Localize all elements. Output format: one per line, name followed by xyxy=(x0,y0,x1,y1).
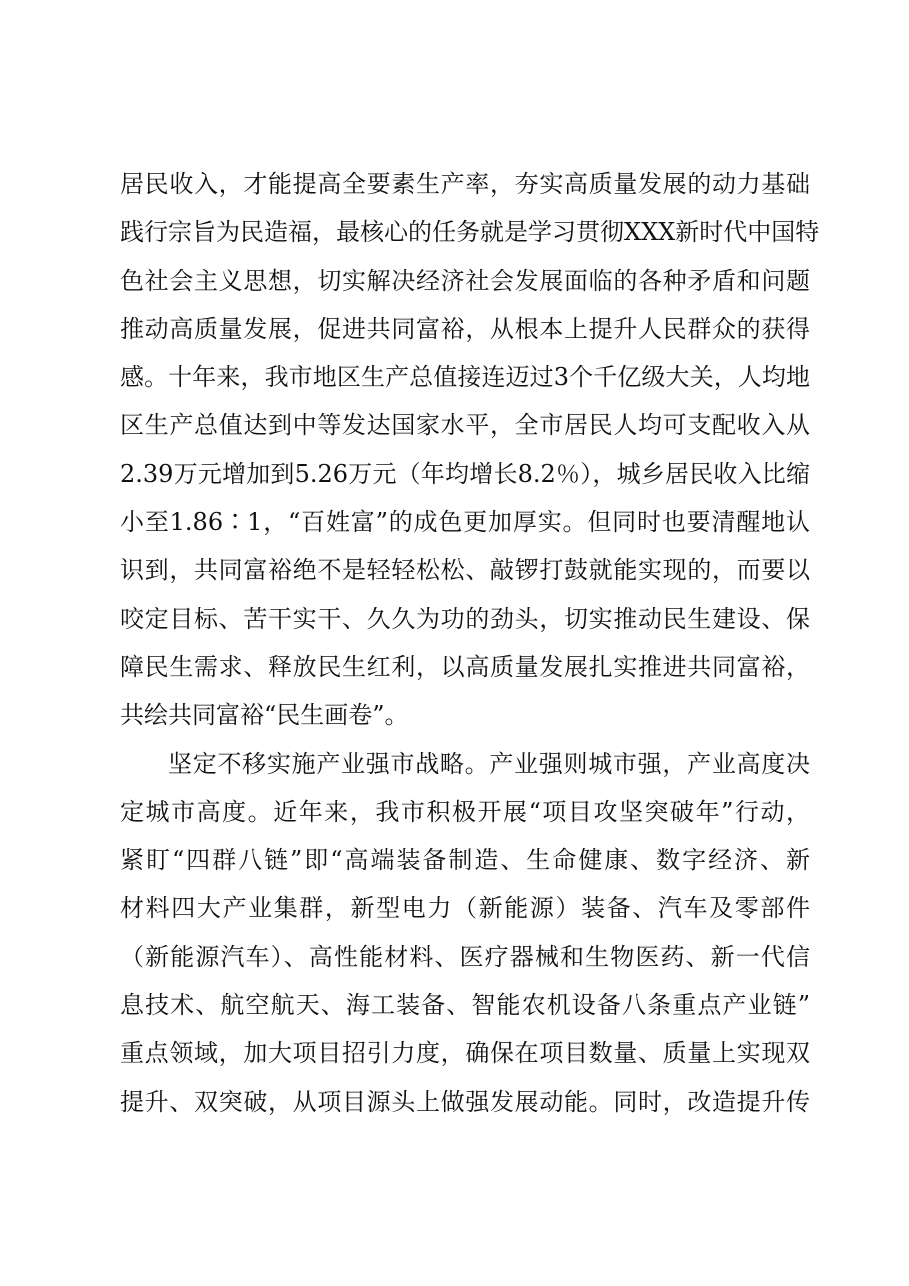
paragraph-line: 坚定不移实施产业强市战略。产业强则城市强，产业高度决 xyxy=(168,749,810,778)
paragraph-line: 障民生需求、释放民生红利，以高质量发展扎实推进共同富裕， xyxy=(120,652,810,681)
paragraph-line: 居民收入，才能提高全要素生产率，夯实高质量发展的动力基础 xyxy=(120,170,810,198)
paragraph-line: 材料四大产业集群，新型电力（新能源）装备、汽车及零部件 xyxy=(120,894,810,923)
paragraph-1 xyxy=(120,160,820,740)
paragraph-line: 息技术、航空航天、海工装备、智能农机设备八条重点产业链” xyxy=(120,991,810,1020)
paragraph-line: 咬定目标、苦干实干、久久为功的劲头，切实推动民生建设、保 xyxy=(120,604,810,633)
paragraph-line: 共绘共同富裕“民生画卷”。 xyxy=(120,701,409,730)
paragraph-line: 定城市高度。近年来，我市积极开展“项目攻坚突破年”行动， xyxy=(120,797,810,826)
body-text xyxy=(120,160,820,1126)
paragraph-line: 识到，共同富裕绝不是轻轻松松、敲锣打鼓就能实现的，而要以 xyxy=(120,556,810,585)
paragraph-2 xyxy=(120,740,810,1126)
paragraph-line: 推动高质量发展，促进共同富裕，从根本上提升人民群众的获得 xyxy=(120,314,810,343)
paragraph-line: 2.39万元增加到5.26万元（年均增长8.2％），城乡居民收入比缩 xyxy=(120,459,810,488)
paragraph-line: 感。十年来，我市地区生产总值接连迈过3个千亿级大关，人均地 xyxy=(120,363,810,392)
paragraph-line: （新能源汽车）、高性能材料、医疗器械和生物医药、新一代信 xyxy=(120,942,810,971)
paragraph-line: 色社会主义思想，切实解决经济社会发展面临的各种矛盾和问题 xyxy=(120,266,810,295)
paragraph-line: 紧盯“四群八链”即“高端装备制造、生命健康、数字经济、新 xyxy=(120,846,810,875)
paragraph-line: 践行宗旨为民造福，最核心的任务就是学习贯彻XXX新时代中国特 xyxy=(120,218,820,247)
paragraph-line: 区生产总值达到中等发达国家水平，全市居民人均可支配收入从 xyxy=(120,411,810,440)
paragraph-line: 提升、双突破，从项目源头上做强发展动能。同时，改造提升传 xyxy=(120,1087,810,1116)
paragraph-line: 重点领域，加大项目招引力度，确保在项目数量、质量上实现双 xyxy=(120,1039,810,1068)
paragraph-line: 小至1.86∶1，“百姓富”的成色更加厚实。但同时也要清醒地认 xyxy=(120,508,810,537)
